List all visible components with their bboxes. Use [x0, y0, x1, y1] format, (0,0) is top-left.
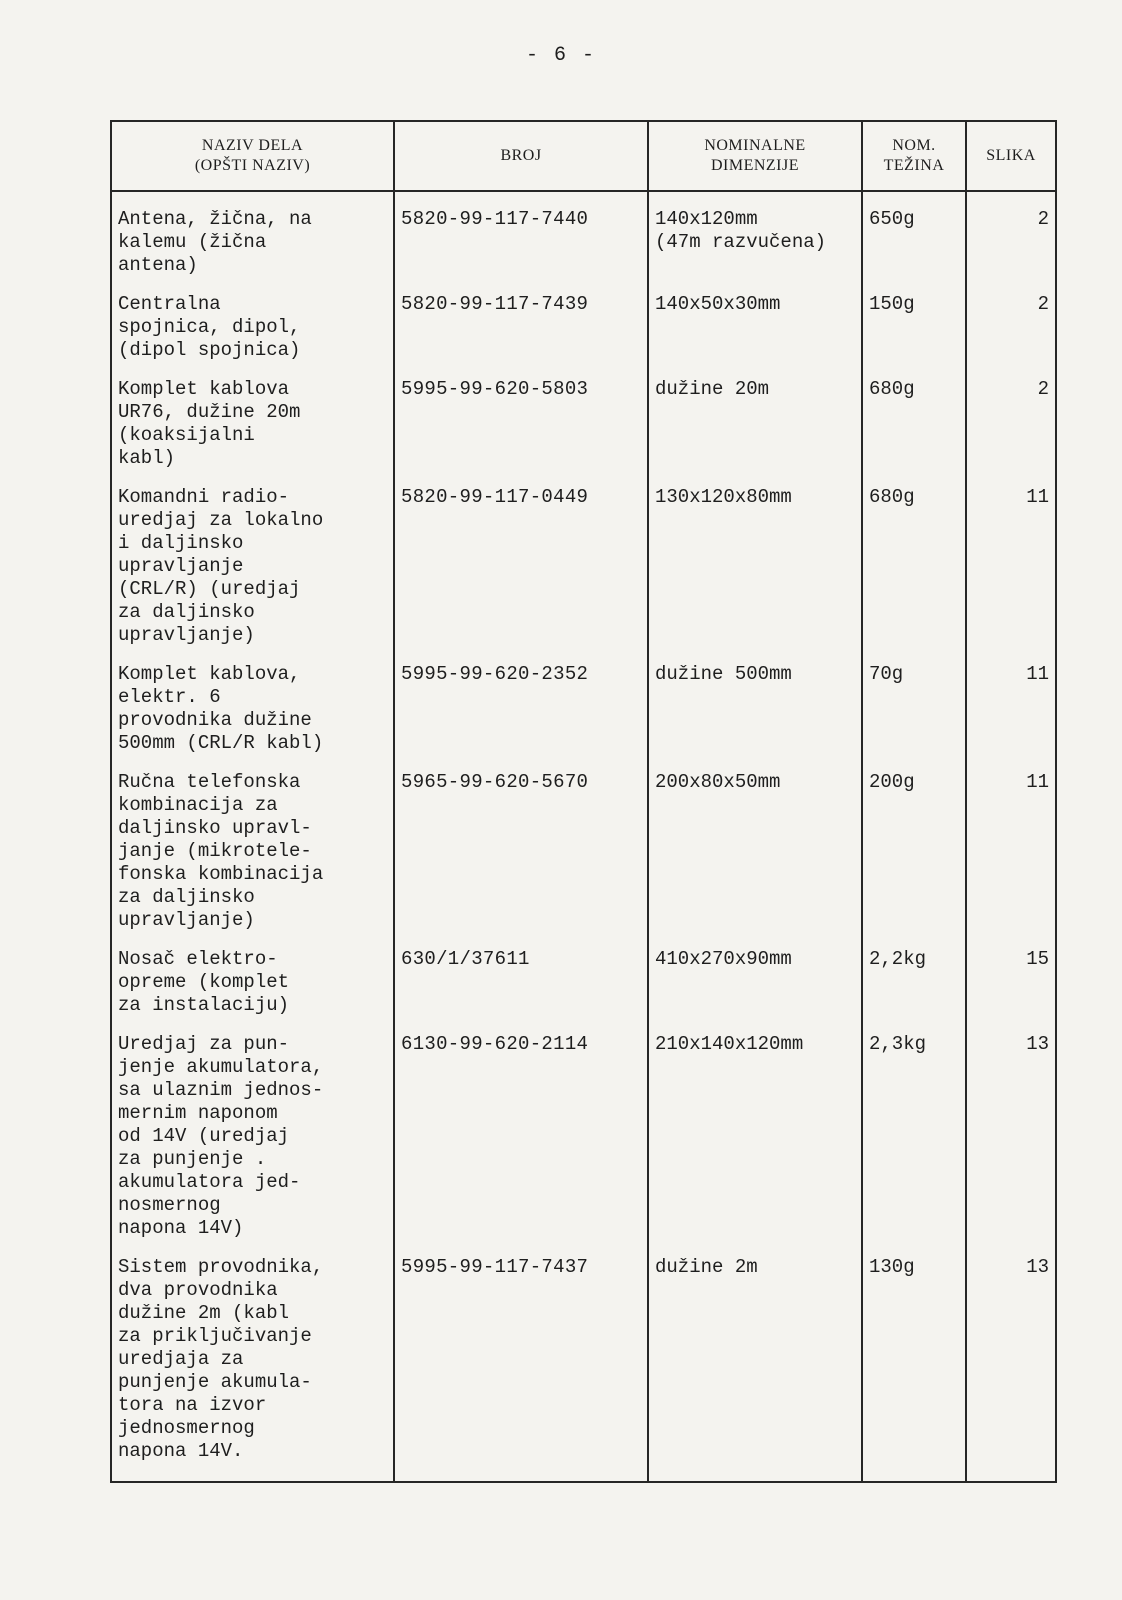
part-dimensions: 140x120mm (47m razvučena) [648, 191, 862, 277]
part-weight: 2,2kg [862, 932, 966, 1017]
part-name: Uredjaj za pun- jenje akumulatora, sa ulaznim jednos- mernim naponom od 14V (uredjaj za punjenje . akumulatora jed- nosmernog napona 14V) [111, 1017, 394, 1240]
part-figure: 13 [966, 1240, 1056, 1482]
part-dimensions: dužine 500mm [648, 647, 862, 755]
part-number: 5820-99-117-7440 [394, 191, 648, 277]
part-dimensions: 210x140x120mm [648, 1017, 862, 1240]
part-number: 630/1/37611 [394, 932, 648, 1017]
part-dimensions: 410x270x90mm [648, 932, 862, 1017]
part-dimensions: dužine 2m [648, 1240, 862, 1482]
header-dimenzije: NOMINALNE DIMENZIJE [648, 121, 862, 191]
header-naziv: NAZIV DELA (OPŠTI NAZIV) [111, 121, 394, 191]
part-figure: 2 [966, 191, 1056, 277]
part-number: 5995-99-620-5803 [394, 362, 648, 470]
part-weight: 70g [862, 647, 966, 755]
header-tezina: NOM. TEŽINA [862, 121, 966, 191]
table-row [111, 647, 1056, 755]
part-figure: 2 [966, 362, 1056, 470]
part-weight: 2,3kg [862, 1017, 966, 1240]
part-name: Sistem provodnika, dva provodnika dužine 2m (kabl za priključivanje uredjaja za punjenje akumula- tora na izvor jednosmernog napona 14V. [111, 1240, 394, 1482]
part-number: 6130-99-620-2114 [394, 1017, 648, 1240]
part-weight: 150g [862, 277, 966, 362]
header-slika: SLIKA [966, 121, 1056, 191]
part-name: Komplet kablova, elektr. 6 provodnika dužine 500mm (CRL/R kabl) [111, 647, 394, 755]
page-number: - 6 - [525, 44, 596, 67]
table-row [111, 470, 1056, 647]
part-number: 5995-99-620-2352 [394, 647, 648, 755]
part-dimensions: 140x50x30mm [648, 277, 862, 362]
part-weight: 130g [862, 1240, 966, 1482]
header-broj: BROJ [394, 121, 648, 191]
part-figure: 2 [966, 277, 1056, 362]
part-figure: 11 [966, 647, 1056, 755]
part-name: Centralna spojnica, dipol, (dipol spojnica) [111, 277, 394, 362]
part-number: 5995-99-117-7437 [394, 1240, 648, 1482]
part-figure: 13 [966, 1017, 1056, 1240]
table-row [111, 1017, 1056, 1240]
part-figure: 11 [966, 755, 1056, 932]
table-header-row [111, 121, 1056, 191]
part-name: Ručna telefonska kombinacija za daljinsko upravl- janje (mikrotele- fonska kombinacija za daljinsko upravljanje) [111, 755, 394, 932]
parts-table [110, 120, 1057, 1483]
part-number: 5820-99-117-0449 [394, 470, 648, 647]
part-name: Nosač elektro- opreme (komplet za instalaciju) [111, 932, 394, 1017]
table-row [111, 191, 1056, 277]
table-row [111, 1240, 1056, 1482]
part-weight: 200g [862, 755, 966, 932]
part-number: 5820-99-117-7439 [394, 277, 648, 362]
part-name: Antena, žična, na kalemu (žična antena) [111, 191, 394, 277]
part-weight: 680g [862, 362, 966, 470]
table-row [111, 932, 1056, 1017]
table-row [111, 362, 1056, 470]
part-number: 5965-99-620-5670 [394, 755, 648, 932]
part-name: Komplet kablova UR76, dužine 20m (koaksijalni kabl) [111, 362, 394, 470]
part-figure: 11 [966, 470, 1056, 647]
table-row [111, 277, 1056, 362]
part-dimensions: 130x120x80mm [648, 470, 862, 647]
part-weight: 650g [862, 191, 966, 277]
part-weight: 680g [862, 470, 966, 647]
table-row [111, 755, 1056, 932]
part-dimensions: dužine 20m [648, 362, 862, 470]
part-name: Komandni radio- uredjaj za lokalno i daljinsko upravljanje (CRL/R) (uredjaj za daljinsko upravljanje) [111, 470, 394, 647]
part-figure: 15 [966, 932, 1056, 1017]
part-dimensions: 200x80x50mm [648, 755, 862, 932]
